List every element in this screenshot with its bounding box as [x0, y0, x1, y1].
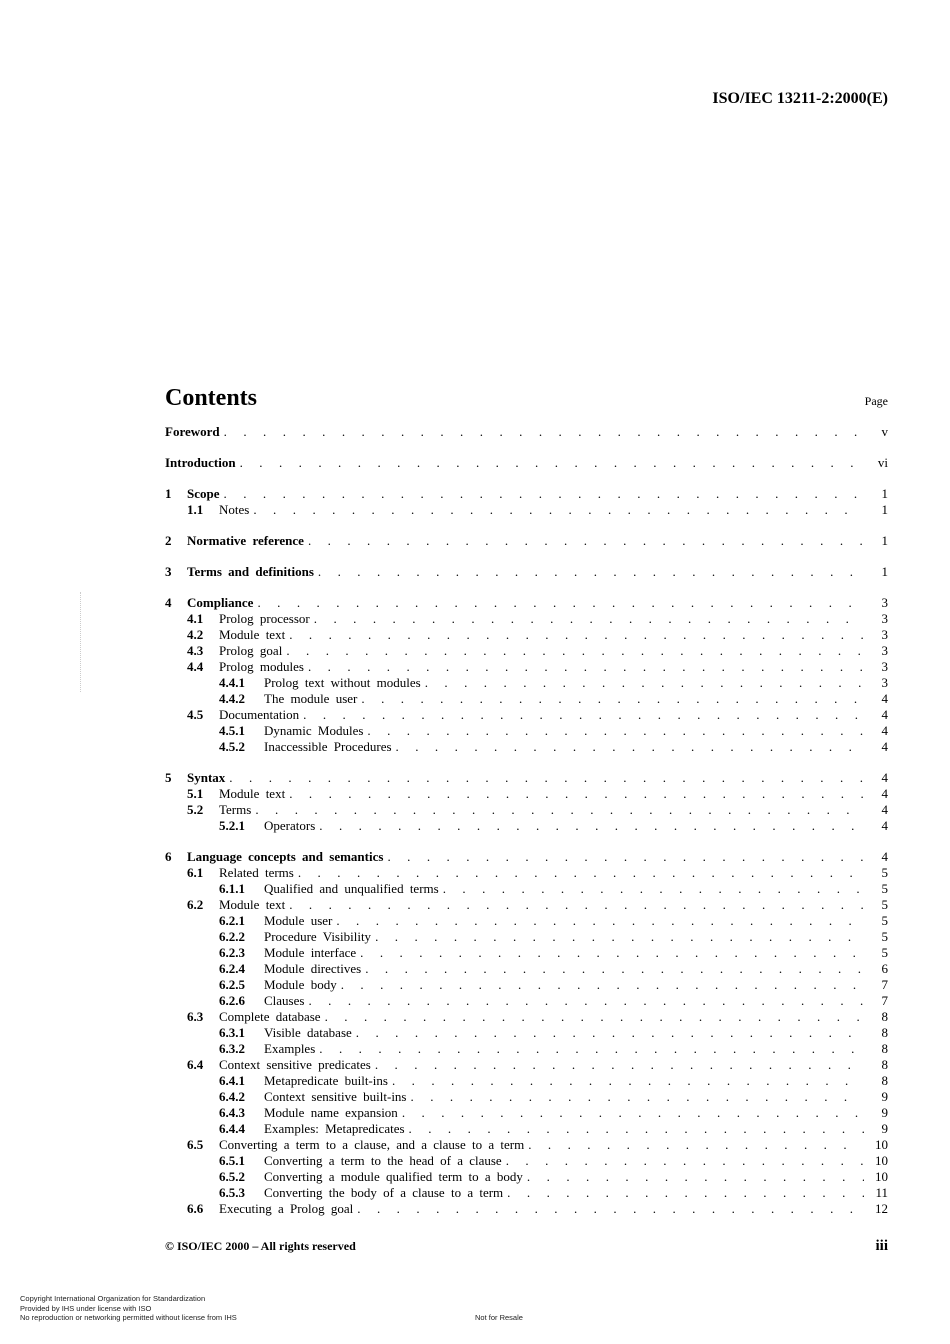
not-for-resale: Not for Resale: [475, 1313, 523, 1322]
toc-entry-number: 4.5.1: [219, 723, 245, 738]
toc-entry-page: 5: [881, 865, 888, 880]
toc-entry-page: 8: [881, 1073, 888, 1088]
toc-entry[interactable]: [165, 818, 888, 834]
toc-entry-label: Operators: [264, 818, 316, 833]
table-of-contents: [165, 385, 888, 1232]
toc-entry-page: 11: [875, 1185, 888, 1200]
toc-entry-number: 5.1: [187, 786, 204, 801]
toc-entry-page: 7: [881, 977, 888, 992]
toc-dot-leader: [229, 770, 864, 786]
toc-entry-label: Complete database: [219, 1009, 321, 1024]
toc-entry-label: Documentation: [219, 707, 300, 722]
toc-entry-page: 1: [881, 502, 888, 517]
toc-entry-page: 10: [875, 1137, 888, 1152]
toc-entry-number: 3: [165, 564, 172, 579]
toc-group: [165, 424, 888, 440]
toc-dot-leader: [411, 1089, 865, 1105]
toc-entry-label: Module name expansion: [264, 1105, 398, 1120]
toc-entry-label: Module user: [264, 913, 333, 928]
toc-entry-page: 8: [881, 1041, 888, 1056]
toc-entry-label: Introduction: [165, 455, 236, 470]
toc-entry-number: 6.2.1: [219, 913, 245, 928]
toc-entry-label: Converting the body of a clause to a term: [264, 1185, 504, 1200]
toc-entry[interactable]: [165, 1201, 888, 1217]
toc-entry-label: Executing a Prolog goal: [219, 1201, 354, 1216]
toc-dot-leader: [318, 564, 864, 580]
toc-entry-page: 5: [881, 913, 888, 928]
toc-entry-number: 4.2: [187, 627, 204, 642]
toc-entry-page: 1: [881, 486, 888, 501]
toc-title: Contents: [165, 385, 258, 411]
toc-entry-label: Prolog processor: [219, 611, 310, 626]
toc-entry[interactable]: [165, 1153, 888, 1169]
toc-entry-page: 3: [881, 675, 888, 690]
toc-entry-label: Normative reference: [187, 533, 304, 548]
toc-dot-leader: [375, 1057, 864, 1073]
toc-entry-number: 4: [165, 595, 172, 610]
toc-entry-page: 10: [875, 1153, 888, 1168]
toc-entry[interactable]: [165, 1025, 888, 1041]
toc-entry[interactable]: [165, 627, 888, 643]
toc-entry-label: Visible database: [264, 1025, 352, 1040]
margin-mark: [80, 592, 82, 692]
toc-entry-number: 4.4: [187, 659, 204, 674]
toc-entry-page: 4: [881, 739, 888, 754]
page-number: iii: [875, 1238, 888, 1254]
legal-line-provided: Provided by IHS under license with ISO: [20, 1303, 152, 1313]
toc-entry-number: 6.2.4: [219, 961, 245, 976]
toc-entry[interactable]: [165, 1105, 888, 1121]
toc-entry-label: The module user: [264, 691, 358, 706]
toc-entry-number: 4.5: [187, 707, 204, 722]
toc-dot-leader: [257, 595, 864, 611]
toc-dot-leader: [303, 707, 864, 723]
toc-entry-number: 1: [165, 486, 172, 501]
toc-entry[interactable]: [165, 913, 888, 929]
toc-entry-page: 4: [881, 786, 888, 801]
toc-entry-label: Module interface: [264, 945, 357, 960]
toc-entry-label: Qualified and unqualified terms: [264, 881, 439, 896]
toc-entry-label: Module body: [264, 977, 337, 992]
toc-entry-label: Inaccessible Procedures: [264, 739, 392, 754]
toc-entry-page: 4: [881, 770, 888, 785]
toc-entry-page: vi: [877, 455, 888, 470]
toc-entry-page: 9: [881, 1105, 888, 1120]
toc-group: [165, 849, 888, 1217]
toc-entry-label: Compliance: [187, 595, 254, 610]
toc-dot-leader: [308, 659, 864, 675]
toc-entry-page: 8: [881, 1057, 888, 1072]
toc-entry-number: 4.5.2: [219, 739, 245, 754]
toc-dot-leader: [314, 611, 864, 627]
toc-dot-leader: [224, 486, 865, 502]
toc-entry-page: 6: [881, 961, 888, 976]
toc-entry-number: 4.4.2: [219, 691, 245, 706]
toc-entry[interactable]: [165, 977, 888, 993]
toc-entry-label: Examples: [264, 1041, 316, 1056]
toc-entry-page: 8: [881, 1009, 888, 1024]
toc-entry-number: 6.2.3: [219, 945, 245, 960]
toc-entry-number: 4.1: [187, 611, 204, 626]
toc-entry[interactable]: [165, 1073, 888, 1089]
toc-entry-label: Prolog goal: [219, 643, 283, 658]
toc-entry[interactable]: [165, 770, 888, 786]
toc-dot-leader: [507, 1185, 864, 1201]
toc-dot-leader: [286, 643, 864, 659]
toc-entry-page: 3: [881, 643, 888, 658]
toc-dot-leader: [356, 1025, 864, 1041]
toc-entry-label: Clauses: [264, 993, 305, 1008]
toc-group: [165, 455, 888, 471]
toc-entry-number: 6.5.1: [219, 1153, 245, 1168]
toc-group: [165, 770, 888, 834]
toc-entry-number: 6.1: [187, 865, 204, 880]
toc-entry-label: Notes: [219, 502, 250, 517]
toc-entry-page: 1: [881, 533, 888, 548]
toc-entry[interactable]: [165, 533, 888, 549]
toc-entries: [165, 424, 888, 1217]
toc-entry-page: 4: [881, 691, 888, 706]
toc-dot-leader: [443, 881, 864, 897]
toc-entry[interactable]: [165, 1009, 888, 1025]
toc-dot-leader: [361, 691, 864, 707]
toc-entry[interactable]: [165, 849, 888, 865]
toc-entry-label: Context sensitive predicates: [219, 1057, 371, 1072]
toc-entry[interactable]: [165, 993, 888, 1009]
toc-dot-leader: [298, 865, 864, 881]
toc-entry[interactable]: [165, 643, 888, 659]
toc-entry-page: 12: [875, 1201, 888, 1216]
toc-entry-label: Related terms: [219, 865, 294, 880]
toc-entry-number: 6.1.1: [219, 881, 245, 896]
toc-entry[interactable]: [165, 675, 888, 691]
toc-dot-leader: [341, 977, 864, 993]
toc-entry[interactable]: [165, 897, 888, 913]
toc-entry-label: Converting a term to a clause, and a clause to a term: [219, 1137, 525, 1152]
toc-dot-leader: [387, 849, 864, 865]
toc-entry-page: 4: [881, 802, 888, 817]
toc-entry[interactable]: [165, 1057, 888, 1073]
legal-notice: [20, 1294, 523, 1323]
toc-entry-page: 4: [881, 723, 888, 738]
toc-entry[interactable]: [165, 1169, 888, 1185]
standard-identifier: ISO/IEC 13211-2:2000(E): [712, 90, 888, 107]
toc-entry-number: 5.2.1: [219, 818, 245, 833]
toc-dot-leader: [253, 502, 864, 518]
toc-entry-page: 3: [881, 659, 888, 674]
toc-entry-number: 6.4.1: [219, 1073, 245, 1088]
toc-entry-number: 2: [165, 533, 172, 548]
toc-entry[interactable]: [165, 881, 888, 897]
toc-entry-page: 9: [881, 1089, 888, 1104]
toc-entry-number: 6.4.3: [219, 1105, 245, 1120]
toc-group: [165, 486, 888, 518]
toc-entry-page: 3: [881, 611, 888, 626]
toc-entry-label: Converting a module qualified term to a body: [264, 1169, 523, 1184]
toc-entry[interactable]: [165, 455, 888, 471]
toc-dot-leader: [308, 993, 864, 1009]
toc-entry-page: 4: [881, 818, 888, 833]
toc-entry-page: 4: [881, 849, 888, 864]
toc-entry-label: Language concepts and semantics: [187, 849, 384, 864]
toc-entry-number: 6.5: [187, 1137, 204, 1152]
toc-entry[interactable]: [165, 691, 888, 707]
toc-entry[interactable]: [165, 961, 888, 977]
toc-entry-number: 6.3.1: [219, 1025, 245, 1040]
toc-entry-label: Module directives: [264, 961, 362, 976]
toc-entry-number: 6: [165, 849, 172, 864]
toc-entry[interactable]: [165, 502, 888, 518]
toc-entry-number: 1.1: [187, 502, 204, 517]
toc-entry-page: 4: [881, 707, 888, 722]
toc-entry[interactable]: [165, 486, 888, 502]
toc-entry[interactable]: [165, 595, 888, 611]
toc-entry-page: 10: [875, 1169, 888, 1184]
toc-entry-page: 7: [881, 993, 888, 1008]
toc-dot-leader: [506, 1153, 864, 1169]
toc-entry-number: 6.2.5: [219, 977, 245, 992]
toc-dot-leader: [528, 1137, 864, 1153]
toc-entry-number: 6.4.4: [219, 1121, 245, 1136]
toc-dot-leader: [289, 786, 864, 802]
toc-entry-page: 3: [881, 627, 888, 642]
toc-entry[interactable]: [165, 802, 888, 818]
toc-entry-number: 5.2: [187, 802, 204, 817]
toc-entry-page: 8: [881, 1025, 888, 1040]
toc-entry-number: 6.3: [187, 1009, 204, 1024]
toc-entry-label: Procedure Visibility: [264, 929, 372, 944]
toc-entry-number: 4.3: [187, 643, 204, 658]
toc-group: [165, 595, 888, 755]
toc-group: [165, 533, 888, 549]
toc-entry-label: Foreword: [165, 424, 220, 439]
legal-line-copyright: Copyright International Organization for Standardization: [20, 1294, 206, 1303]
toc-dot-leader: [240, 455, 864, 471]
page-footer: [165, 1238, 888, 1255]
toc-entry[interactable]: [165, 1137, 888, 1153]
toc-entry[interactable]: [165, 786, 888, 802]
toc-entry-page: 3: [881, 595, 888, 610]
toc-entry-number: 6.2.2: [219, 929, 245, 944]
toc-entry-label: Module text: [219, 786, 286, 801]
toc-entry-page: 1: [881, 564, 888, 579]
toc-entry-page: 9: [881, 1121, 888, 1136]
toc-entry[interactable]: [165, 707, 888, 723]
toc-dot-leader: [357, 1201, 864, 1217]
toc-dot-leader: [402, 1105, 864, 1121]
toc-dot-leader: [308, 533, 864, 549]
toc-entry-label: Prolog modules: [219, 659, 304, 674]
toc-dot-leader: [224, 424, 864, 440]
toc-dot-leader: [289, 897, 864, 913]
toc-entry-page: 5: [881, 897, 888, 912]
toc-dot-leader: [425, 675, 864, 691]
legal-line-reproduction: No reproduction or networking permitted without license from IHS: [20, 1313, 237, 1322]
toc-dot-leader: [396, 739, 864, 755]
toc-entry[interactable]: [165, 1185, 888, 1201]
toc-entry[interactable]: [165, 929, 888, 945]
toc-entry-label: Examples: Metapredicates: [264, 1121, 405, 1136]
toc-entry-page: 5: [881, 945, 888, 960]
toc-entry[interactable]: [165, 564, 888, 580]
toc-entry[interactable]: [165, 1121, 888, 1137]
toc-dot-leader: [255, 802, 864, 818]
toc-dot-leader: [375, 929, 864, 945]
toc-entry-label: Module text: [219, 897, 286, 912]
toc-entry-number: 6.4: [187, 1057, 204, 1072]
toc-entry-number: 6.4.2: [219, 1089, 245, 1104]
toc-entry-label: Context sensitive built-ins: [264, 1089, 407, 1104]
toc-entry-number: 6.5.2: [219, 1169, 245, 1184]
toc-entry[interactable]: [165, 945, 888, 961]
toc-entry-number: 6.2.6: [219, 993, 245, 1008]
toc-dot-leader: [319, 1041, 864, 1057]
toc-entry-page: 5: [881, 881, 888, 896]
toc-entry-number: 6.5.3: [219, 1185, 245, 1200]
toc-entry-label: Scope: [187, 486, 220, 501]
toc-entry[interactable]: [165, 611, 888, 627]
toc-entry-label: Prolog text without modules: [264, 675, 421, 690]
toc-dot-leader: [365, 961, 864, 977]
toc-entry-number: 6.3.2: [219, 1041, 245, 1056]
toc-entry-label: Dynamic Modules: [264, 723, 364, 738]
toc-entry-number: 6.6: [187, 1201, 204, 1216]
toc-entry-label: Terms and definitions: [187, 564, 314, 579]
toc-entry-number: 6.2: [187, 897, 204, 912]
toc-entry[interactable]: [165, 723, 888, 739]
toc-dot-leader: [319, 818, 864, 834]
toc-header: [165, 385, 888, 412]
toc-entry-label: Syntax: [187, 770, 226, 785]
toc-entry-label: Module text: [219, 627, 286, 642]
copyright-notice: © ISO/IEC 2000 – All rights reserved: [165, 1239, 356, 1253]
toc-dot-leader: [336, 913, 864, 929]
toc-entry-page: v: [881, 424, 888, 439]
toc-entry-label: Terms: [219, 802, 252, 817]
toc-dot-leader: [409, 1121, 864, 1137]
toc-entry[interactable]: [165, 865, 888, 881]
toc-entry[interactable]: [165, 1041, 888, 1057]
toc-dot-leader: [289, 627, 864, 643]
toc-dot-leader: [325, 1009, 864, 1025]
toc-entry-page: 5: [881, 929, 888, 944]
toc-entry[interactable]: [165, 424, 888, 440]
toc-dot-leader: [367, 723, 864, 739]
toc-dot-leader: [527, 1169, 864, 1185]
toc-entry[interactable]: [165, 1089, 888, 1105]
toc-dot-leader: [392, 1073, 864, 1089]
toc-page-column-label: Page: [864, 394, 888, 408]
toc-entry-label: Converting a term to the head of a clause: [264, 1153, 502, 1168]
toc-entry[interactable]: [165, 659, 888, 675]
toc-dot-leader: [360, 945, 864, 961]
toc-entry-label: Metapredicate built-ins: [264, 1073, 388, 1088]
toc-group: [165, 564, 888, 580]
toc-entry-number: 4.4.1: [219, 675, 245, 690]
toc-entry-number: 5: [165, 770, 172, 785]
toc-entry[interactable]: [165, 739, 888, 755]
